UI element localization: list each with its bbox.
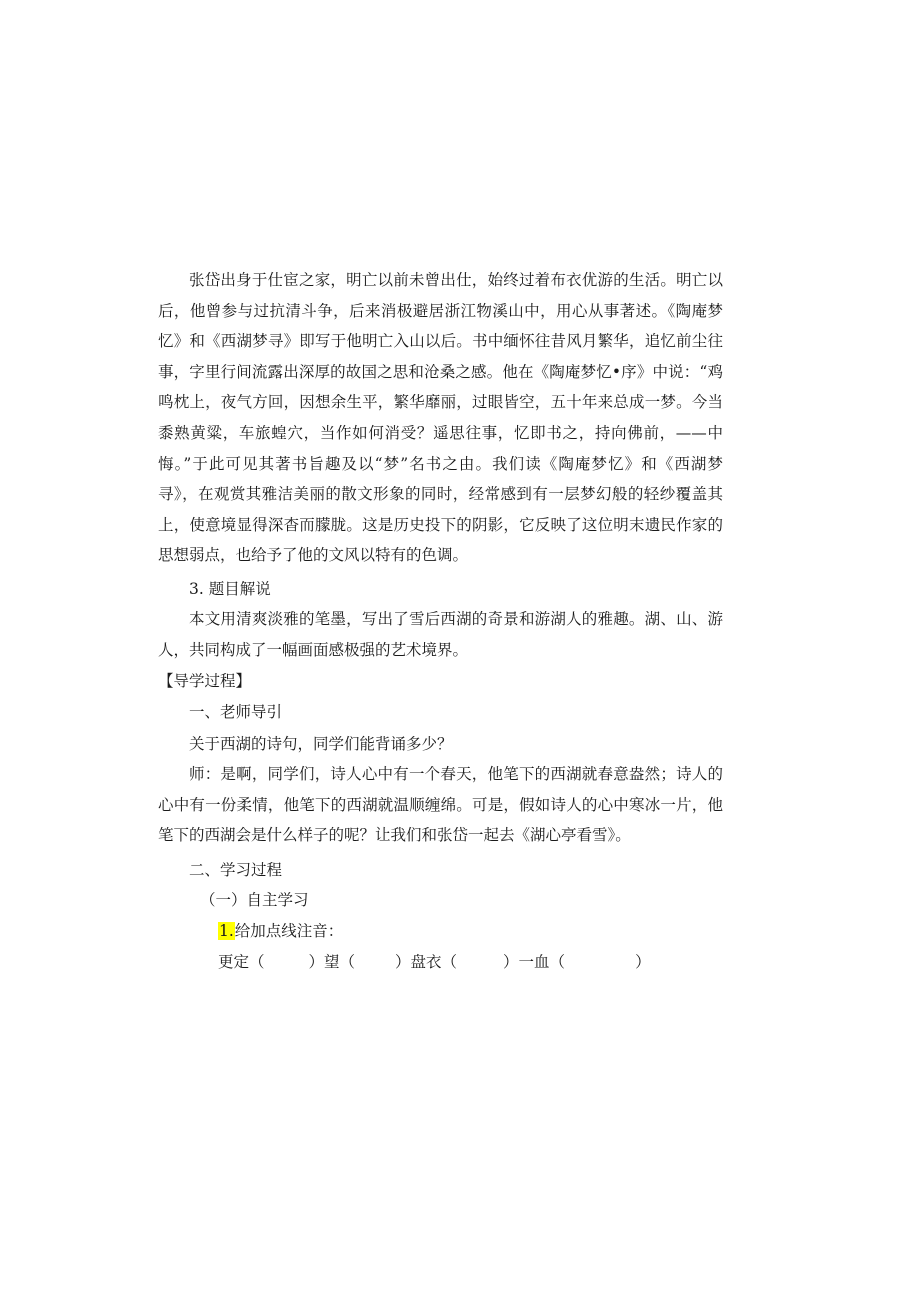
pinyin-blanks-line	[218, 952, 651, 972]
title-explain-heading: 3. 题目解说	[189, 580, 271, 598]
guide-heading: 【导学过程】	[158, 672, 252, 690]
pinyin-item: ）盘衣（	[395, 953, 458, 971]
section1-question: 关于西湖的诗句，同学们能背诵多少？	[189, 735, 453, 753]
pinyin-item: ）望（	[308, 953, 356, 971]
exercise-number-highlight: 1.	[219, 922, 234, 940]
pinyin-item: ）	[635, 953, 651, 971]
title-explain-text: 本文用清爽淡雅的笔墨，写出了雪后西湖的奇景和游湖人的雅趣。湖、山、游人，共同构成了一幅画面感极强的艺术境界。	[158, 610, 723, 659]
section2-heading: 二、学习过程	[189, 861, 283, 879]
intro-paragraph: 张岱出身于仕宦之家，明亡以前未曾出仕，始终过着布衣优游的生活。明亡以后，他曾参与过抗清斗争，后来消极避居浙江物溪山中，用心从事著述。《陶庵梦忆》和《西湖梦寻》即写于他明亡入山以后。书中缅怀往昔风月繁华，追忆前尘往事，字里行间流露出深厚的故国之思和沧桑之感。他在《陶庵梦忆•序》中说：“鸡鸣枕上，夜气方回，因想余生平，繁华靡丽，过眼皆空，五十年来总成一梦。今当黍熟黄粱，车旅蝗穴，当作如何消受？遥思往事，忆即书之，持向佛前，——中悔。”于此可见其著书旨趣及以“梦”名书之由。我们读《陶庵梦忆》和《西湖梦寻》，在观赏其雅洁美丽的散文形象的同时，经常感到有一层梦幻般的轻纱覆盖其上，使意境显得深杳而朦胧。这是历史投下的阴影，它反映了这位明末遗民作家的思想弱点，也给予了他的文风以特有的色调。	[158, 271, 723, 565]
exercise-text: 给加点线注音：	[234, 922, 344, 940]
pinyin-item: ）一血（	[503, 953, 566, 971]
section1-heading: 一、老师导引	[189, 703, 283, 721]
exercise-line	[218, 921, 343, 941]
section1-teacher-text: 师：是啊，同学们，诗人心中有一个春天，他笔下的西湖就春意盎然；诗人的心中有一份柔情，他笔下的西湖就温顺缠绵。可是，假如诗人的心中寒冰一片，他笔下的西湖会是什么样子的呢？让我们和张岱一起去《湖心亭看雪》。	[158, 765, 723, 845]
subsection-heading: （一）自主学习	[200, 891, 309, 909]
pinyin-item: 更定（	[218, 953, 265, 971]
